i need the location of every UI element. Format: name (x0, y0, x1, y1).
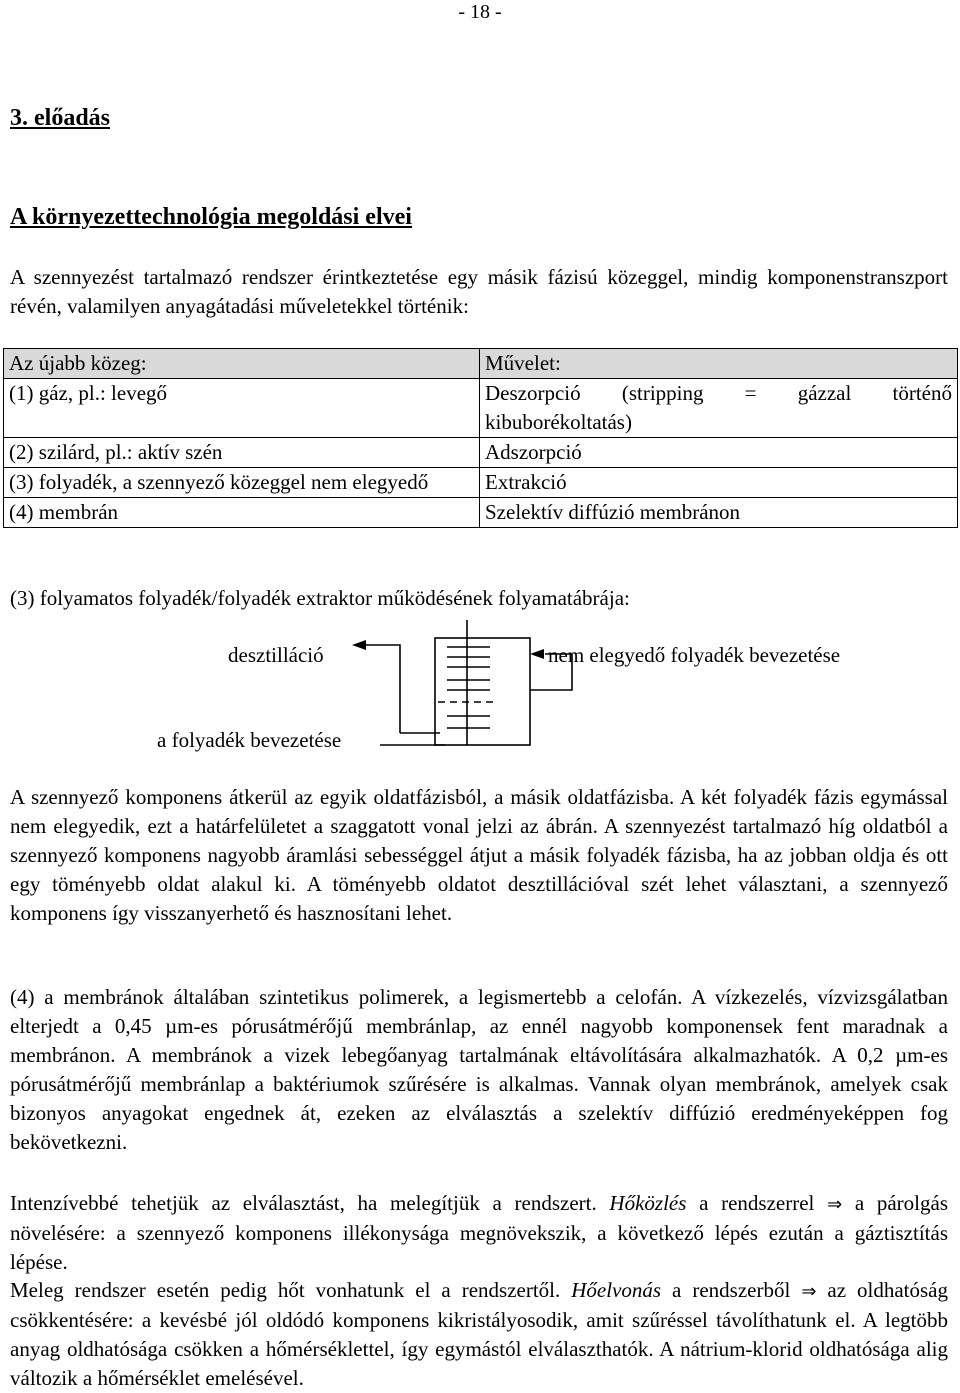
section-title: A környezettechnológia megoldási elvei (10, 204, 412, 230)
text-segment: a párolgás növelésére: a szennyező komponens illékonysága megnövekszik, a következő lépés ezután a gáztisztítás lépése. (10, 1191, 949, 1274)
table-cell: Adszorpció (480, 438, 958, 468)
text-segment: Meleg rendszer esetén pedig hőt vonhatunk el a rendszertől. (10, 1278, 572, 1302)
paragraph-extraction: A szennyező komponens átkerül az egyik oldatfázisból, a másik oldatfázisba. A két folyadék fázis egymással nem elegyedik, ezt a határfelületet a szaggatott vonal jelzi az ábrán. A szennyezést tartalmazó híg oldatból a szennyező komponens nagyobb áramlási sebességgel átjut a másik folyadék fázisba, ha az jobban oldja és ott egy töményebb oldat alakul ki. A töményebb oldatot desztillációval szét lehet választani, a szennyező komponens így visszanyerhető és hasznosítani lehet. (10, 785, 948, 925)
paragraph-cooling (10, 1276, 948, 1393)
table-header-operation: Művelet: (480, 349, 958, 379)
label-immiscible-inlet: nem elegyedő folyadék bevezetése (548, 643, 841, 667)
intro-paragraph: A szennyezést tartalmazó rendszer érintkeztetése egy másik fázisú közeggel, mindig komponenstranszport révén, valamilyen anyagátadási műveletekkel történik: (10, 265, 948, 318)
distillation-arrow-icon (352, 640, 366, 650)
table-cell (480, 379, 958, 438)
page-number: - 18 - (458, 1, 502, 23)
diagram-caption: (3) folyamatos folyadék/folyadék extraktor működésének folyamatábrája: (10, 586, 630, 610)
table-row (4, 379, 958, 438)
table-header-medium: Az újabb közeg: (4, 349, 480, 379)
term-heat-removal: Hőelvonás (571, 1278, 662, 1302)
term-heat-transfer: Hőközlés (609, 1191, 687, 1215)
immiscible-inlet-arrow-icon (530, 649, 544, 659)
table-cell: (2) szilárd, pl.: aktív szén (4, 438, 480, 468)
table-cell: Extrakció (480, 468, 958, 498)
text-segment: a rendszerből (661, 1278, 802, 1302)
table-cell: (3) folyadék, a szennyező közeggel nem elegyedő (4, 468, 480, 498)
distillation-outlet-pipe (360, 645, 400, 733)
table-cell: (4) membrán (4, 498, 480, 528)
implies-arrow-icon: ⇒ (827, 1194, 843, 1215)
paragraph-membranes: (4) a membránok általában szintetikus polimerek, a legismertebb a celofán. A vízkezelés, vízvizsgálatban elterjedt a 0,45 µm-es pórusátmérőjű membránlap, az ennél nagyobb komponensek fent maradnak a membránon. A membránok a vizek lebegőanyag tartalmának eltávolítására alkalmazhatók. A 0,2 µm-es pórusátmérőjű membránlap a baktériumok szűrésére is alkalmas. Vannak olyan membránok, amelyek csak bizonyos anyagokat engednek át, ezeken az elválasztás a szelektív diffúzió eredményeképpen fog bekövetkezni. (10, 985, 948, 1154)
label-distillation: desztilláció (228, 643, 324, 667)
lecture-title: 3. előadás (10, 105, 111, 131)
table-cell-text: Deszorpció (stripping = gázzal történő kibuborékoltatás) (485, 381, 952, 434)
table-cell: (1) gáz, pl.: levegő (4, 379, 480, 438)
operations-table (3, 348, 958, 528)
table-cell: Szelektív diffúzió membránon (480, 498, 958, 528)
table-row (4, 438, 958, 468)
text-segment: Intenzívebbé tehetjük az elválasztást, ha melegítjük a rendszert. (10, 1191, 610, 1215)
table-row (4, 468, 958, 498)
text-segment: az oldhatóság csökkentésére: a kevésbé jól oldódó komponens kikristályosodik, amit szűréssel távolíthatunk el. A legtöbb anyag oldhatósága csökken a hőmérséklettel, így egymástól elválaszthatók. A nátrium-klorid oldhatósága alig változik a hőmérséklet emelésével. (10, 1278, 948, 1390)
paragraph-heating (10, 1189, 948, 1277)
column-trays (447, 647, 490, 728)
label-liquid-inlet: a folyadék bevezetése (157, 728, 342, 752)
text-segment: a rendszerrel (686, 1191, 828, 1215)
table-header-row (4, 349, 958, 379)
table-row (4, 498, 958, 528)
extractor-column (435, 638, 530, 745)
implies-arrow-icon: ⇒ (801, 1281, 817, 1302)
